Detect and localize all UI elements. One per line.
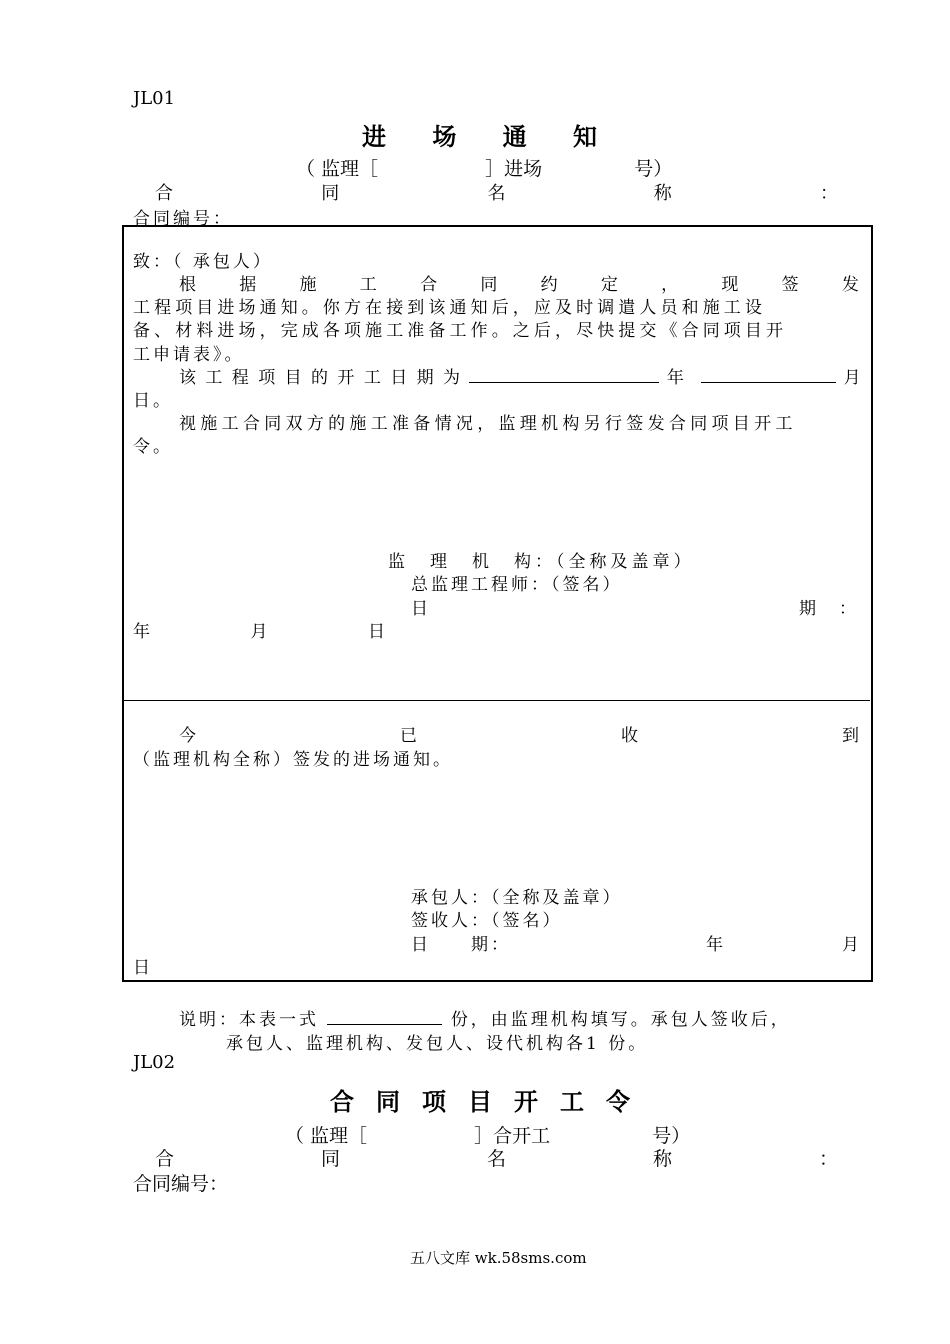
contract-name-char: 名 [487, 183, 506, 204]
ymd-day: 日 [368, 622, 388, 642]
contract-name-char: 名 [486, 1148, 506, 1170]
start-month-label: 月 [843, 368, 863, 388]
contract-name-row-2 [155, 1144, 838, 1171]
title-char: 同 [376, 1087, 400, 1116]
line1-char: 合 [420, 275, 438, 295]
year-blank [469, 364, 659, 383]
notice-line-8: 令。 [133, 437, 173, 457]
start-date-prefix: 该 工 程 项 目 的 开 工 日 期 为 [179, 368, 463, 388]
line1-char: 发 [841, 275, 859, 295]
receipt-date-row [411, 930, 862, 955]
contract-name-char: ： [818, 1148, 838, 1170]
notice-recipient: 致：（ 承包人） [133, 252, 273, 272]
note-suffix: 份，由监理机构填写。承包人签收后， [450, 1010, 791, 1030]
ymd-year: 年 [133, 622, 153, 642]
notice-line-7: 视施工合同双方的施工准备情况，监理机构另行签发合同项目开工 [179, 414, 797, 434]
subtitle-close: 号） [652, 1125, 691, 1147]
line1-char: ， [661, 275, 679, 295]
supervision-org: 监 理 机 构：（全称及盖章） [388, 552, 695, 572]
form-code-jl02: JL02 [133, 1052, 176, 1073]
line1-char: 定 [600, 275, 618, 295]
title-char: 开 [514, 1087, 538, 1116]
line1-char: 约 [540, 275, 558, 295]
note-line-2: 承包人、监理机构、发包人、设代机构各1 份。 [226, 1034, 649, 1054]
form-divider [123, 700, 870, 701]
title-char: 合 [330, 1087, 354, 1116]
ymd-month: 月 [250, 622, 271, 642]
receipt-day: 日 [133, 958, 153, 978]
title-char: 进 [362, 122, 386, 151]
title-char: 通 [502, 122, 527, 151]
note-prefix: 说明：本表一式 [179, 1010, 319, 1030]
contract-name-char: 同 [320, 1148, 340, 1170]
line1-char: 签 [781, 275, 799, 295]
contract-name-char: 同 [321, 183, 340, 204]
title-char: 项 [422, 1087, 446, 1116]
title-char: 知 [572, 122, 597, 151]
subtitle-mid: ］合开工 [474, 1125, 551, 1147]
subtitle-open: （ 监理［ [285, 1125, 368, 1147]
title-char: 目 [468, 1087, 492, 1116]
notice-ymd [133, 617, 388, 642]
line1-char: 施 [299, 275, 317, 295]
contract-name-char: 合 [155, 183, 173, 204]
receipt-year: 年 [706, 935, 726, 955]
receipt-contractor: 承包人：（全称及盖章） [411, 888, 623, 908]
receipt-char: 今 [179, 726, 196, 746]
receipt-month: 月 [842, 935, 862, 955]
title-char: 工 [560, 1087, 584, 1116]
notice-line-2: 工程项目进场通知。你方在接到该通知后，应及时调遣人员和施工设 [133, 298, 766, 318]
line1-char: 同 [480, 275, 498, 295]
line1-char: 据 [239, 275, 257, 295]
month-blank [701, 364, 836, 383]
contract-number-label-2: 合同编号： [133, 1173, 229, 1195]
notice-line-3: 备、材料进场，完成各项施工准备工作。之后，尽快提交《合同项目开 [133, 321, 788, 341]
subtitle-open: （ 监理［ [296, 158, 379, 180]
contract-name-char: 称 [653, 183, 672, 204]
title-char: 场 [432, 122, 457, 151]
receipt-char: 已 [400, 726, 417, 746]
start-year-label: 年 [666, 368, 686, 388]
chief-engineer: 总监理工程师：（签名） [411, 575, 623, 595]
receipt-line-1 [179, 721, 859, 746]
receipt-char: 收 [621, 726, 638, 746]
contract-name-char: ： [820, 183, 838, 204]
date-label: 日 [411, 599, 431, 619]
contract-name-char: 合 [155, 1148, 175, 1170]
notice-number-line [296, 154, 672, 181]
receipt-char: 到 [842, 726, 859, 746]
subtitle-mid: ］进场 [485, 158, 543, 180]
contract-name-row [155, 179, 838, 205]
note-line-1 [179, 1005, 791, 1030]
notice-line-4: 工申请表》。 [133, 345, 245, 365]
receipt-date-label: 日 期： [411, 935, 511, 955]
receipt-receiver: 签收人：（签名） [411, 911, 563, 931]
notice-line-1 [179, 270, 859, 295]
subtitle-close: 号） [634, 158, 673, 180]
start-date-line [179, 363, 863, 388]
line1-char: 工 [359, 275, 377, 295]
line1-char: 根 [179, 275, 196, 295]
receipt-line-2: （监理机构全称）签发的进场通知。 [133, 750, 453, 770]
title-char: 令 [606, 1087, 630, 1116]
start-date-day: 日。 [133, 391, 173, 411]
order-title [330, 1082, 630, 1117]
notice-date-row [411, 594, 859, 619]
notice-title [362, 117, 597, 152]
contract-number-label: 合同编号： [133, 209, 233, 229]
contract-name-char: 称 [652, 1148, 672, 1170]
form-code-jl01: JL01 [133, 88, 176, 109]
copies-blank [327, 1006, 442, 1025]
footer-watermark: 五八文库 wk.58sms.com [410, 1249, 587, 1267]
line1-char: 现 [721, 275, 739, 295]
date-label-2: 期 ： [799, 599, 859, 619]
